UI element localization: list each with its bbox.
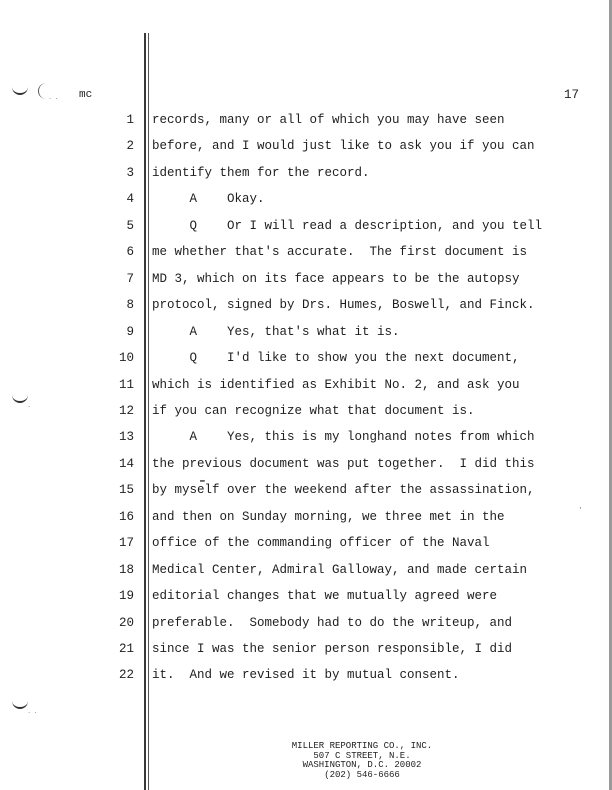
line-number: 12: [118, 404, 134, 418]
line-number: 5: [126, 219, 134, 233]
reporter-footer: [262, 742, 462, 780]
footer-street: 507 C STREET, N.E.: [313, 750, 411, 761]
hole-punch-mark-middle: ·: [12, 388, 31, 411]
line-number: 4: [126, 192, 134, 206]
line-number: 10: [118, 351, 134, 365]
line-number: 14: [118, 457, 134, 471]
hole-punch-mark-top: · ·: [12, 80, 59, 103]
transcript-line: A Yes, this is my longhand notes from which: [152, 430, 535, 444]
transcript-line: A Yes, that's what it is.: [152, 325, 400, 339]
line-number: 7: [126, 272, 134, 286]
transcript-line: identify them for the record.: [152, 166, 370, 180]
hole-punch-mark-bottom: · ·: [12, 694, 38, 717]
transcript-line: the previous document was put together. I did this: [152, 457, 535, 471]
transcript-line: by myself over the weekend after the assassination,: [152, 483, 535, 497]
line-number: 18: [118, 563, 134, 577]
transcript-line: office of the commanding officer of the Naval: [152, 536, 490, 550]
line-number: 17: [118, 536, 134, 550]
transcript-line: A Okay.: [152, 192, 265, 206]
line-number: 15: [118, 483, 134, 497]
line-number: 11: [118, 378, 134, 392]
transcript-line: MD 3, which on its face appears to be the autopsy: [152, 272, 520, 286]
transcript-line: editorial changes that we mutually agreed were: [152, 589, 498, 603]
footer-company: MILLER REPORTING CO., INC.: [291, 741, 433, 751]
margin-rule-inner: [148, 33, 149, 790]
reporter-initials: mc: [79, 89, 93, 101]
line-number: 21: [118, 642, 134, 656]
transcript-line: and then on Sunday morning, we three met in the: [152, 510, 505, 524]
transcript-line: protocol, signed by Drs. Humes, Boswell, and Finck.: [152, 298, 535, 312]
line-number: 20: [118, 616, 134, 630]
transcript-line: me whether that's accurate. The first document is: [152, 245, 528, 259]
transcript-line: it. And we revised it by mutual consent.: [152, 668, 460, 682]
transcript-line: before, and I would just like to ask you if you can: [152, 139, 535, 153]
transcript-line: records, many or all of which you may have seen: [152, 113, 505, 127]
stray-mark: ▬: [200, 476, 205, 485]
transcript-line: Q Or I will read a description, and you tell: [152, 219, 543, 233]
line-number: 22: [118, 668, 134, 682]
line-number: 2: [126, 139, 134, 153]
line-number: 8: [126, 298, 134, 312]
line-number: 1: [126, 113, 134, 127]
transcript-line: preferable. Somebody had to do the writeup, and: [152, 616, 513, 630]
page-number: 17: [564, 88, 580, 102]
line-number: 13: [118, 430, 134, 444]
footer-city: WASHINGTON, D.C. 20002: [302, 760, 422, 770]
line-number: 6: [126, 245, 134, 259]
line-number: 16: [118, 510, 134, 524]
line-number: 19: [118, 589, 134, 603]
transcript-line: Medical Center, Admiral Galloway, and made certain: [152, 563, 528, 577]
stray-mark: ·: [578, 504, 583, 513]
line-number: 3: [126, 166, 134, 180]
footer-phone: (202) 546-6666: [324, 769, 400, 780]
line-number: 9: [126, 325, 134, 339]
transcript-line: since I was the senior person responsible, I did: [152, 642, 513, 656]
margin-rule-outer: [144, 33, 146, 790]
transcript-line: which is identified as Exhibit No. 2, and ask you: [152, 378, 520, 392]
transcript-line: Q I'd like to show you the next document,: [152, 351, 520, 365]
transcript-line: if you can recognize what that document is.: [152, 404, 475, 418]
